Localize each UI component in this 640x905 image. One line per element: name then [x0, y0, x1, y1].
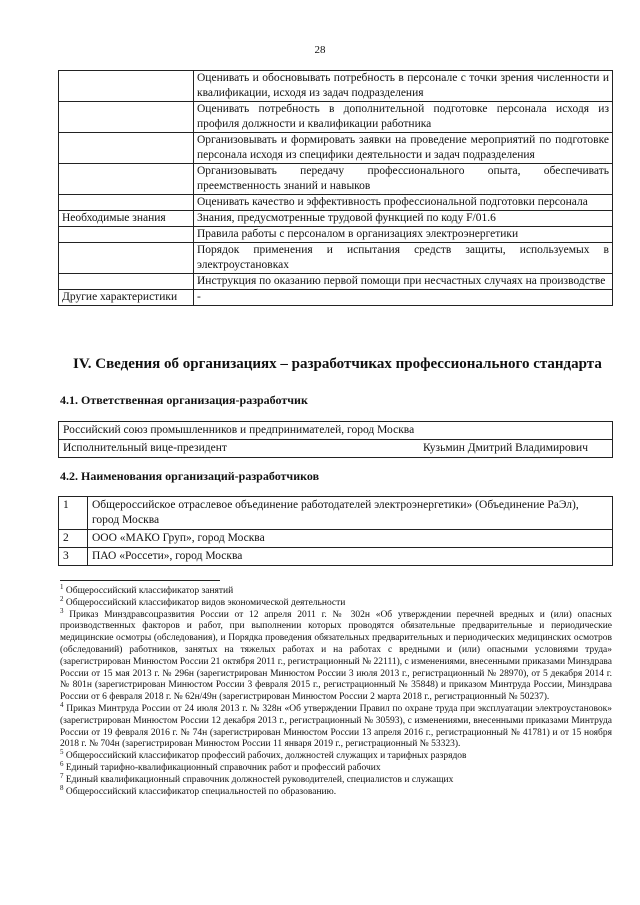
table-row — [59, 497, 613, 530]
row-category-cell — [59, 227, 194, 243]
footnote — [60, 594, 612, 610]
footnote-mark: 2 — [60, 594, 64, 603]
footnote-mark: 3 — [60, 606, 64, 615]
table-row — [59, 211, 613, 227]
row-category-cell: Необходимые знания — [59, 211, 194, 227]
footnote-mark: 1 — [60, 582, 64, 591]
row-description-cell: Оценивать потребность в дополнительной подготовке персонала исходя из профиля должности и квалификации работника — [194, 102, 613, 133]
footnote — [60, 582, 612, 598]
footnote-divider — [60, 580, 220, 581]
row-description-cell: Правила работы с персоналом в организациях электроэнергетики — [194, 227, 613, 243]
row-category-cell — [59, 102, 194, 133]
footnote-mark: 8 — [60, 783, 64, 792]
footnote-text: Общероссийский классификатор специальностей по образованию. — [65, 786, 337, 797]
footnotes — [60, 582, 613, 798]
row-description-cell: Порядок применения и испытания средств защиты, используемых в электроустановках — [194, 243, 613, 274]
developer-organizations-table — [58, 496, 613, 566]
table-row — [59, 290, 613, 306]
page-number: 28 — [314, 44, 326, 56]
row-category-cell: Другие характеристики — [59, 290, 194, 306]
footnote — [60, 759, 612, 775]
footnote-text: Приказ Минздравсоцразвития России от 12 апреля 2011 г. № 302н «Об утверждении перечней вредных и (или) опасных производственных факторов и работ, при выполнении которых проводятся обязательные предварительные и периодические медицинские осмотры (обследования), и Порядка проведения обязательных предварительных и периодических медицинских осмотров (обследований) работников, занятых на тяжелых работах и на работах с вредными и (или) опасными условиями труда» (зарегистрирован Минюстом России 21 октября 2011 г., регистрационный № 22111), с изменениями, внесенными приказами Минздрава России от 15 мая 2013 г. № 296н (зарегистрирован Минюстом России 3 июля 2013 г., регистрационный № 28970), от 5 декабря 2014 г. № 801н (зарегистрирован Минюстом России 3 февраля 2015 г., регистрационный № 35848) и приказом Минтруда России, Минздрава России от 6 февраля 2018 г. № 62н/49н (зарегистрирован Минюстом России 2 марта 2018 г., регистрационный № 50237). — [60, 609, 613, 703]
footnote-mark: 5 — [60, 748, 64, 756]
developer-organization-name: Общероссийское отраслевое объединение работодателей электроэнергетики» (Объединение РаЭл), город Москва — [88, 497, 613, 530]
footnote — [60, 700, 612, 751]
row-category-cell — [59, 164, 194, 195]
row-description-cell: Инструкция по оказанию первой помощи при несчастных случаях на производстве — [194, 274, 613, 290]
table-row — [59, 274, 613, 290]
row-number: 1 — [59, 497, 88, 530]
footnote — [60, 783, 612, 799]
footnote-text: Приказ Минтруда России от 24 июля 2013 г. № 328н «Об утверждении Правил по охране труда при эксплуатации электроустановок» (зарегистрирован Минюстом России 12 декабря 2013 г., регистрационный № 30593), с изменениями, внесенными приказами Минтруда России от 19 февраля 2016 г. № 74н (зарегистрирован Минюстом России 13 апреля 2016 г., регистрационный № 41781) и от 15 ноября 2018 г. № 704н (зарегистрирован Минюстом России 11 января 2019 г., регистрационный № 53323). — [60, 703, 612, 750]
row-category-cell — [59, 71, 194, 102]
table-row — [59, 243, 613, 274]
position-title: Исполнительный вице-президент — [63, 442, 227, 454]
row-description-cell: Оценивать качество и эффективность профессиональной подготовки персонала — [194, 195, 613, 211]
footnote — [60, 771, 612, 787]
row-number: 2 — [59, 530, 88, 548]
table-row — [59, 133, 613, 164]
row-category-cell — [59, 133, 194, 164]
developer-organization-name: ПАО «Россети», город Москва — [88, 548, 613, 566]
table-row — [59, 227, 613, 243]
section-4-2-title: 4.2. Наименования организаций-разработчиков — [60, 469, 320, 483]
table-row — [59, 71, 613, 102]
footnote-text: Общероссийский классификатор занятий — [65, 586, 234, 596]
section-iv-title: IV. Сведения об организациях – разработчиках профессионального стандарта — [73, 356, 602, 372]
row-description-cell: Организовывать передачу профессионального опыта, обеспечивать преемственность знаний и навыков — [194, 164, 613, 195]
row-description-cell: Оценивать и обосновывать потребность в персонале с точки зрения численности и квалификации, исходя из задач подразделения — [194, 71, 613, 102]
responsible-organization-table — [58, 421, 613, 458]
row-category-cell — [59, 274, 194, 290]
person-name: Кузьмин Дмитрий Владимирович — [423, 442, 588, 454]
footnote-text: Общероссийский классификатор видов экономической деятельности — [65, 597, 346, 608]
table-row — [59, 195, 613, 211]
table-row — [59, 548, 613, 566]
row-category-cell — [59, 243, 194, 274]
table-row — [59, 102, 613, 133]
row-description-cell: Организовывать и формировать заявки на проведение мероприятий по подготовке персонала исходя из специфики деятельности и задач подразделения — [194, 133, 613, 164]
competency-table — [58, 70, 613, 306]
footnote — [60, 606, 613, 704]
footnote-text: Единый тарифно-квалификационный справочник работ и профессий рабочих — [65, 762, 381, 773]
organization-name: Российский союз промышленников и предпринимателей, город Москва — [59, 422, 613, 440]
table-row — [59, 164, 613, 195]
developer-organization-name: ООО «МАКО Груп», город Москва — [88, 530, 613, 548]
row-description-cell: Знания, предусмотренные трудовой функцией по коду F/01.6 — [194, 211, 613, 227]
footnote-mark: 4 — [60, 700, 64, 709]
row-number: 3 — [59, 548, 88, 566]
footnote-mark: 7 — [60, 771, 64, 780]
footnote-text: Общероссийский классификатор профессий рабочих, должностей служащих и тарифных разрядов — [65, 751, 467, 762]
section-4-1-title: 4.1. Ответственная организация-разработчик — [60, 393, 308, 407]
footnote-mark: 6 — [60, 759, 64, 768]
row-category-cell — [59, 195, 194, 211]
row-description-cell: - — [194, 290, 613, 306]
footnote — [60, 748, 612, 763]
footnote-text: Единый квалификационный справочник должностей руководителей, специалистов и служащих — [65, 774, 454, 785]
table-row — [59, 530, 613, 548]
